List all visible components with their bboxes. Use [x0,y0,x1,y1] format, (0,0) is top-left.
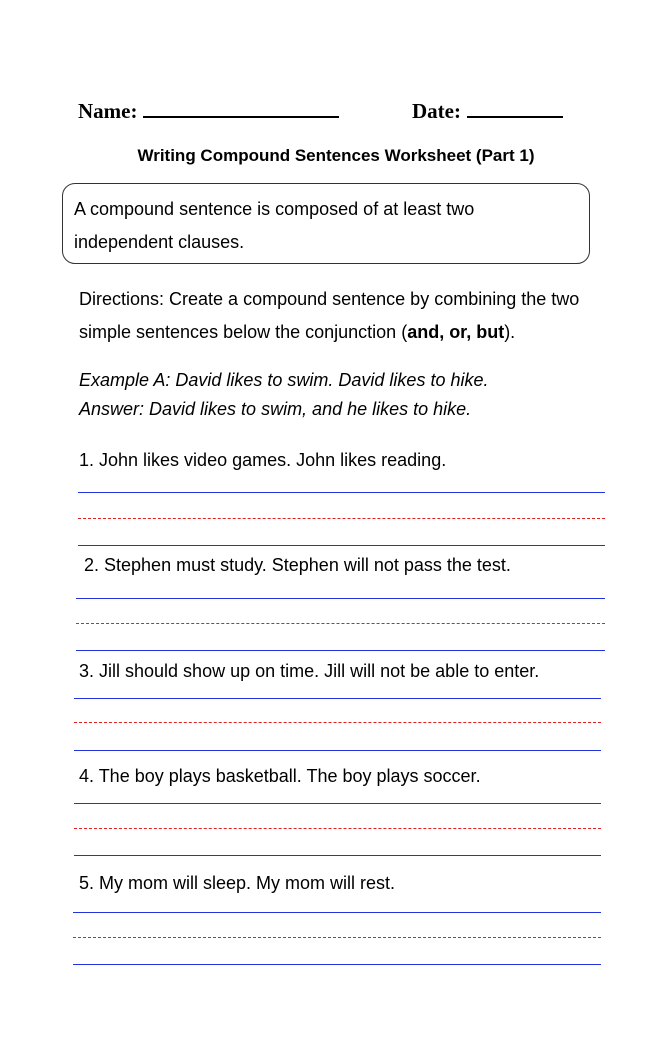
answer-line-solid[interactable] [74,855,601,856]
answer-line-solid[interactable] [74,698,601,699]
date-field [412,96,563,124]
answer-line-dashed[interactable] [73,937,601,938]
question-4: 4. The boy plays basketball. The boy plays soccer. [79,766,481,786]
directions-line-2-suffix: ). [504,322,516,342]
answer-line-dashed[interactable] [74,828,601,829]
answer-line-solid[interactable] [73,964,601,965]
directions-line-2 [79,316,639,349]
answer-line-solid[interactable] [73,912,601,913]
question-1: 1. John likes video games. John likes reading. [79,450,447,470]
answer-line-solid[interactable] [76,598,605,599]
answer-line-solid[interactable] [76,650,605,651]
name-label: Name: [78,99,138,123]
answer-line-dashed[interactable] [74,722,601,723]
example [79,366,639,424]
answer-line-solid[interactable] [74,750,601,751]
name-field [78,96,339,124]
directions [79,283,639,349]
answer-line-solid[interactable] [74,803,601,804]
question-2: 2. Stephen must study. Stephen will not pass the test. [84,555,511,575]
question-5: 5. My mom will sleep. My mom will rest. [79,873,396,893]
answer-line-dashed[interactable] [78,518,605,519]
definition-line-2: independent clauses. [74,232,245,252]
answer-line-solid[interactable] [78,492,605,493]
example-prompt: Example A: David likes to swim. David likes to hike. [79,370,489,390]
header [78,96,578,130]
name-blank-line[interactable] [143,96,339,118]
answer-line-dashed[interactable] [76,623,605,624]
answer-line-solid[interactable] [78,545,605,546]
date-label: Date: [412,99,461,123]
worksheet-title: Writing Compound Sentences Worksheet (Part 1) [137,146,535,165]
example-answer: Answer: David likes to swim, and he likes to hike. [79,399,472,419]
conjunctions: and, or, but [407,322,505,342]
directions-line-2-prefix: simple sentences below the conjunction ( [79,322,408,342]
definition-line-1: A compound sentence is composed of at least two [74,199,475,219]
directions-line-1: Directions: Create a compound sentence by combining the two [79,289,580,309]
date-blank-line[interactable] [467,96,563,118]
question-3: 3. Jill should show up on time. Jill will not be able to enter. [79,661,540,681]
definition-box [62,183,590,264]
